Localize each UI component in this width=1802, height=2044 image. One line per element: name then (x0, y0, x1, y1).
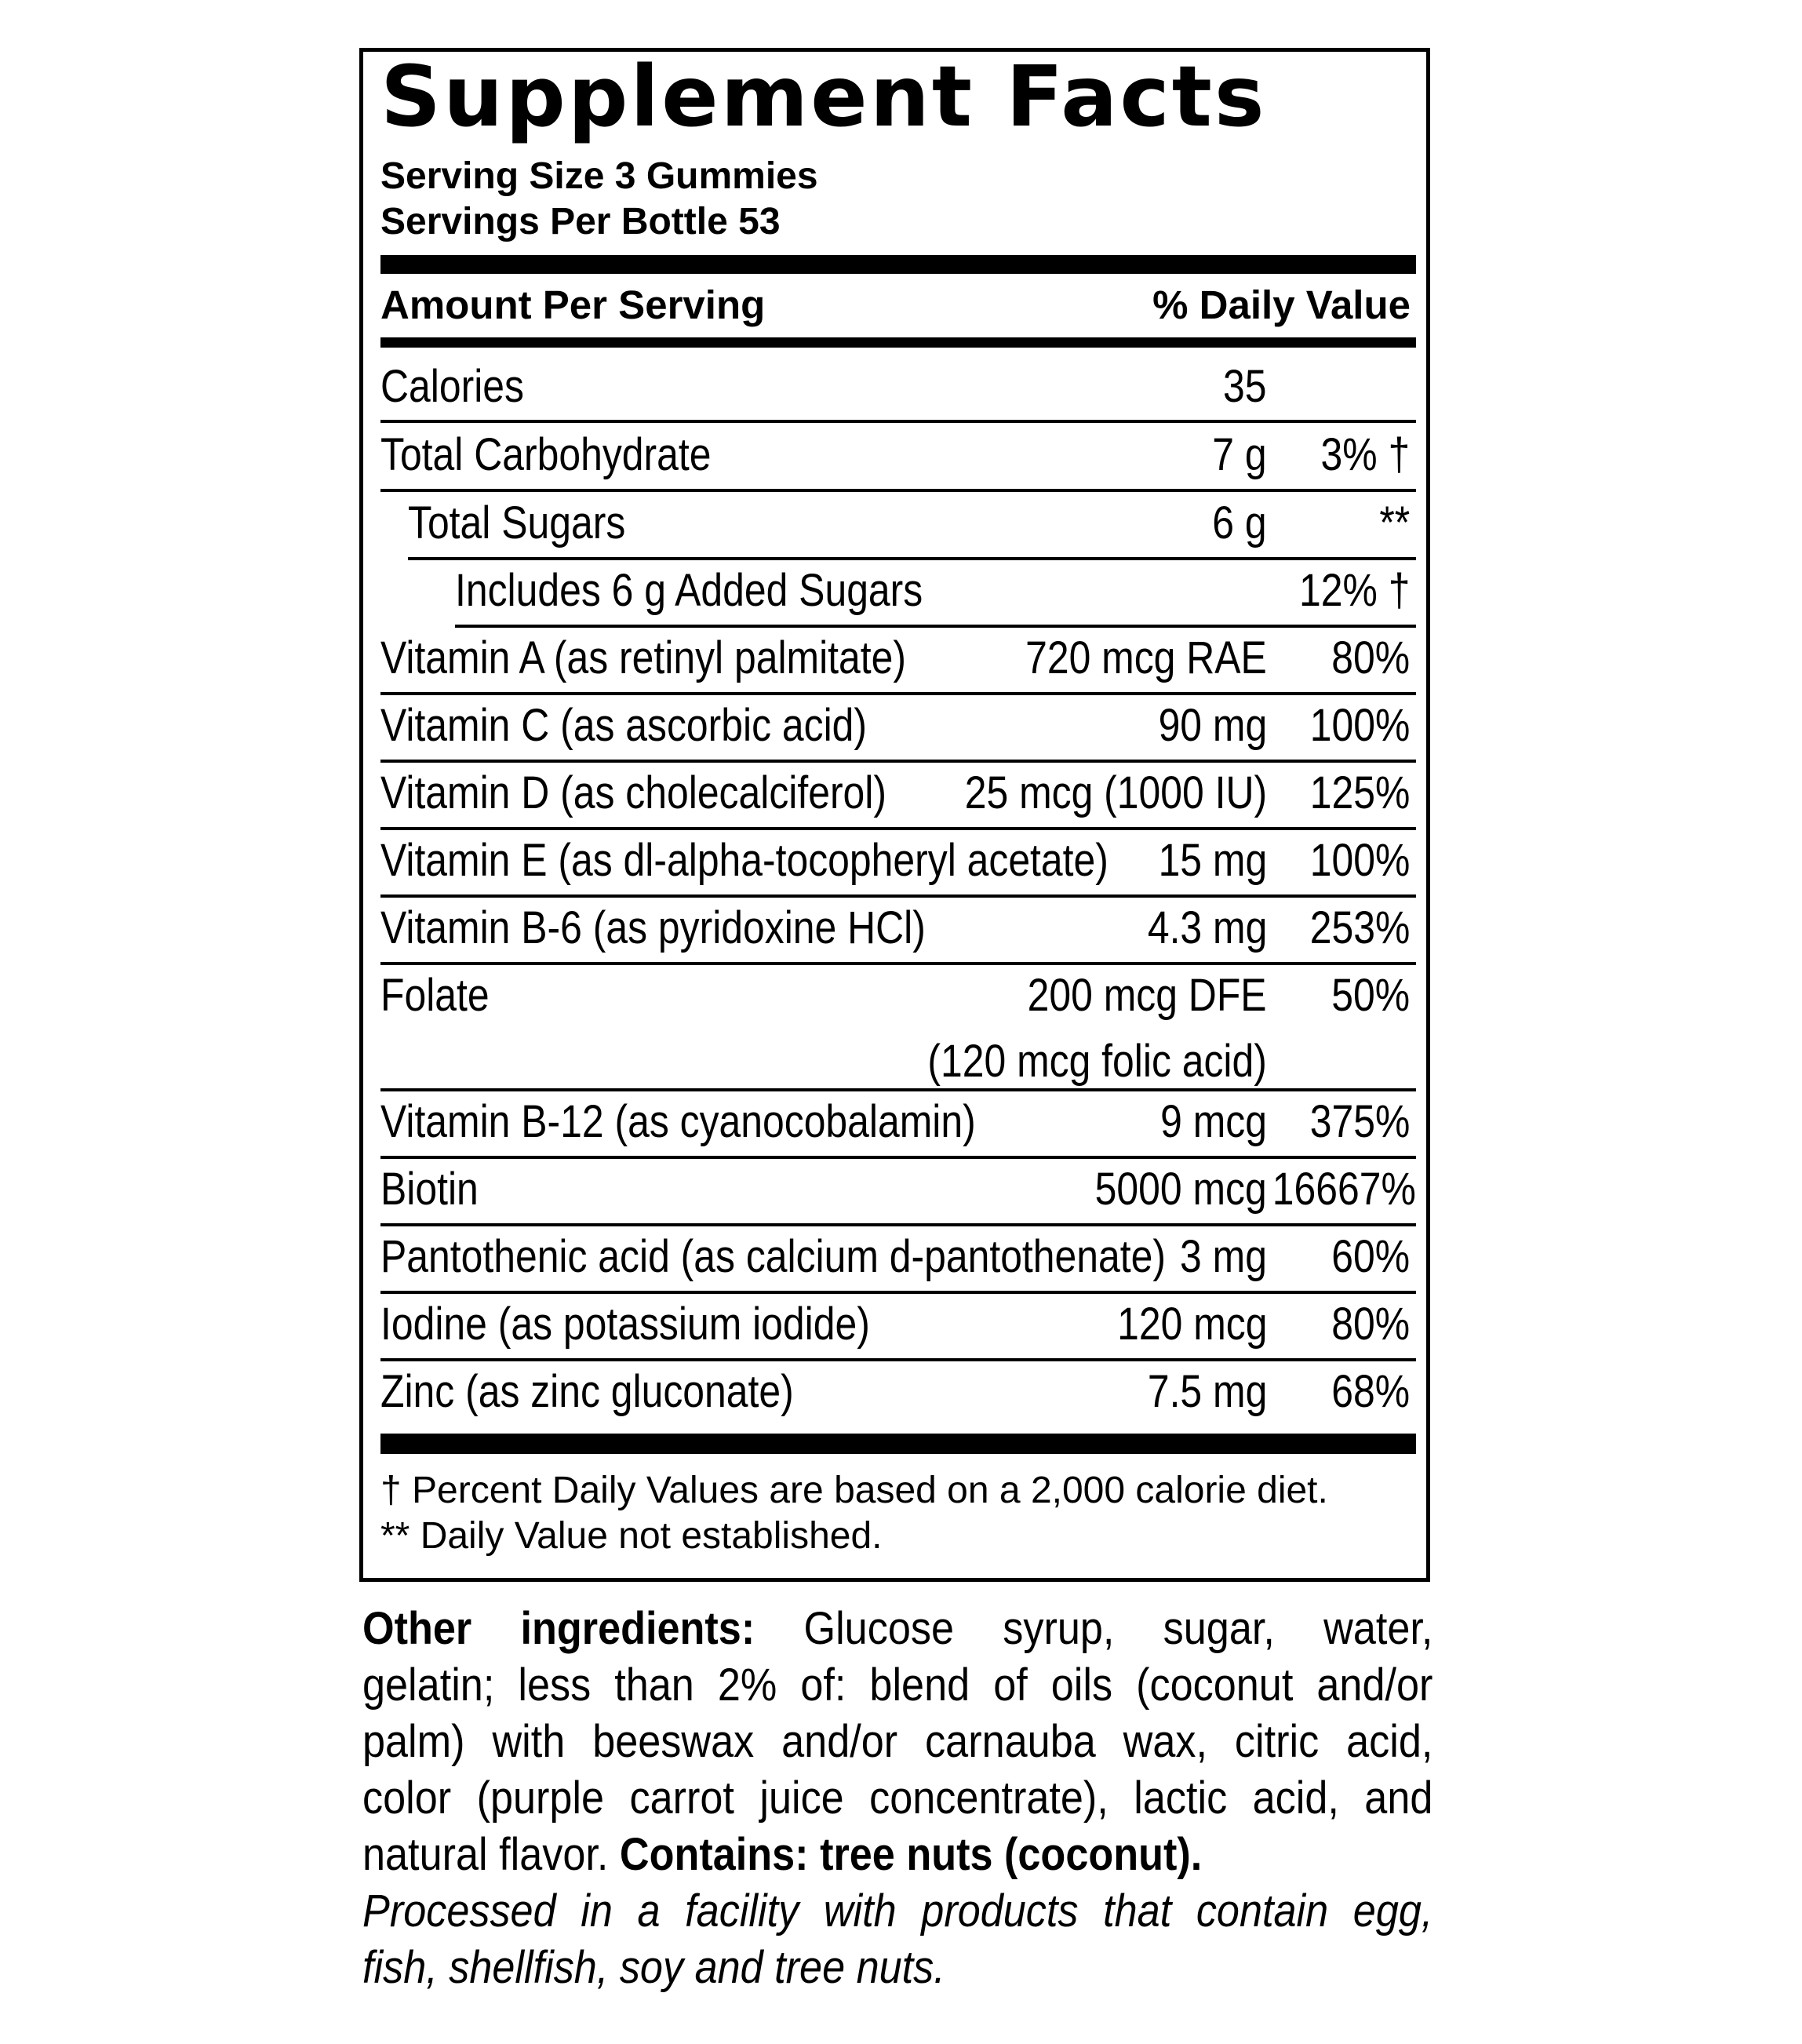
nutrient-row (380, 1157, 1416, 1222)
nutrient-row (380, 760, 1416, 826)
nutrient-daily-value: 16667% (1272, 1164, 1416, 1215)
nutrient-amount: 720 mcg RAE (1025, 632, 1267, 683)
nutrient-name: Folate (380, 970, 490, 1021)
nutrient-name: Vitamin A (as retinyl palmitate) (380, 632, 906, 683)
nutrient-name: Total Carbohydrate (380, 429, 712, 480)
nutrient-row (380, 1224, 1416, 1290)
allergen-statement: Contains: tree nuts (coconut). (619, 1829, 1203, 1880)
nutrient-row (380, 490, 1416, 556)
nutrient-row (380, 963, 1416, 1095)
nutrient-name: Vitamin C (as ascorbic acid) (380, 700, 868, 751)
ingredients-line: gelatin; less than 2% of: blend of oils (coconut and/or (362, 1660, 1433, 1711)
nutrient-name: Vitamin B-12 (as cyanocobalamin) (380, 1096, 976, 1147)
nutrient-row (380, 828, 1416, 894)
nutrient-daily-value: 50% (1331, 970, 1410, 1021)
nutrient-daily-value: 100% (1309, 700, 1410, 751)
nutrient-daily-value: 80% (1331, 1299, 1410, 1350)
nutrient-row (380, 558, 1416, 624)
nutrient-amount-detail: (120 mcg folic acid) (927, 1036, 1267, 1087)
ingredients-line (362, 1601, 1432, 1657)
nutrient-name: Zinc (as zinc gluconate) (380, 1366, 794, 1417)
nutrient-daily-value: ** (1379, 497, 1410, 548)
thick-divider-top (380, 255, 1416, 274)
servings-per-container: Servings Per Bottle 53 (380, 201, 781, 242)
daily-value-header: % Daily Value (1152, 282, 1411, 327)
nutrient-amount: 25 mcg (1000 IU) (964, 767, 1267, 818)
nutrient-amount: 6 g (1212, 497, 1267, 548)
nutrient-name: Calories (380, 361, 524, 412)
amount-per-serving-header: Amount Per Serving (380, 282, 766, 327)
medium-divider (380, 337, 1416, 348)
nutrient-amount: 7 g (1212, 429, 1267, 480)
nutrient-amount: 120 mcg (1116, 1299, 1267, 1350)
ingredients-text: natural flavor. (362, 1829, 620, 1880)
ingredients-text: Glucose syrup, sugar, water, (755, 1603, 1433, 1654)
nutrient-row (380, 422, 1416, 488)
nutrient-row (380, 1089, 1416, 1155)
nutrient-name: Vitamin D (as cholecalciferol) (380, 767, 886, 818)
nutrient-daily-value: 375% (1309, 1096, 1410, 1147)
panel-title: Supplement Facts (380, 49, 1267, 146)
nutrient-row (380, 1359, 1416, 1425)
nutrient-daily-value: 253% (1309, 902, 1410, 953)
nutrient-amount: 200 mcg DFE (1028, 970, 1267, 1021)
thick-divider-bottom (380, 1434, 1416, 1454)
nutrient-amount: 35 (1223, 361, 1267, 412)
not-established-footnote: ** Daily Value not established. (380, 1515, 883, 1557)
other-ingredients (362, 1601, 1433, 1996)
nutrient-name: Iodine (as potassium iodide) (380, 1299, 870, 1350)
nutrient-amount: 9 mcg (1160, 1096, 1267, 1147)
ingredients-line: color (purple carrot juice concentrate), lactic acid, and (362, 1773, 1433, 1824)
nutrient-row (380, 693, 1416, 759)
facility-warning-line: fish, shellfish, soy and tree nuts. (362, 1942, 945, 1993)
nutrient-amount: 90 mg (1158, 700, 1267, 751)
ingredients-line: palm) with beeswax and/or carnauba wax, citric acid, (362, 1716, 1433, 1767)
nutrient-name: Vitamin E (as dl-alpha-tocopheryl acetate) (380, 835, 1109, 886)
nutrient-amount: 15 mg (1158, 835, 1267, 886)
nutrient-row (380, 625, 1416, 691)
nutrient-daily-value: 3% † (1320, 429, 1410, 480)
dagger-footnote: † Percent Daily Values are based on a 2,000 calorie diet. (380, 1470, 1328, 1511)
nutrient-daily-value: 12% † (1298, 565, 1410, 616)
facility-warning-line: Processed in a facility with products that contain egg, (362, 1886, 1433, 1937)
nutrient-daily-value: 100% (1309, 835, 1410, 886)
ingredients-line (362, 1827, 1432, 1883)
nutrient-name: Pantothenic acid (as calcium d-pantothenate) (380, 1231, 1166, 1282)
nutrient-amount: 7.5 mg (1147, 1366, 1267, 1417)
serving-size: Serving Size 3 Gummies (380, 155, 818, 197)
nutrient-name: Biotin (380, 1164, 479, 1215)
nutrient-daily-value: 68% (1331, 1366, 1410, 1417)
nutrient-amount: 4.3 mg (1147, 902, 1267, 953)
nutrient-amount: 5000 mcg (1094, 1164, 1267, 1215)
nutrient-name: Includes 6 g Added Sugars (455, 565, 923, 616)
ingredients-label: Other ingredients: (362, 1603, 755, 1654)
nutrient-row (380, 1292, 1416, 1357)
nutrient-amount: 3 mg (1180, 1231, 1267, 1282)
nutrient-daily-value: 125% (1309, 767, 1410, 818)
nutrient-daily-value: 80% (1331, 632, 1410, 683)
nutrient-name: Vitamin B-6 (as pyridoxine HCl) (380, 902, 926, 953)
nutrient-row (380, 895, 1416, 961)
nutrient-row (380, 354, 1416, 420)
nutrient-daily-value: 60% (1331, 1231, 1410, 1282)
nutrient-name: Total Sugars (408, 497, 626, 548)
